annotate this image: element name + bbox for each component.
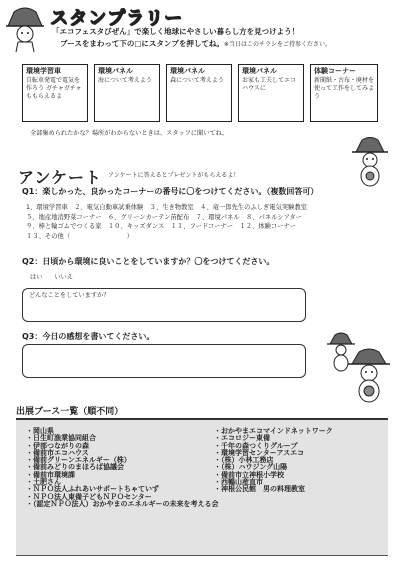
list-item: ・備前みどりのまほろば協議会 <box>26 463 124 472</box>
booths-list <box>16 418 388 556</box>
booths-right-column <box>214 428 333 494</box>
q1-choices <box>26 203 307 241</box>
q1-choice-line: ９、棒と輪ゴムでつくる家 １０、キッズダンス １１、フードコーナー １２、体験コーナー <box>26 223 297 230</box>
q2-prompt: どんなことをしていますか？ <box>29 292 110 299</box>
stamp-rally-instruction: ブースをまわって下の□にスタンプを押してね。※当日はこのチラシをご持参ください。 <box>60 39 331 48</box>
stamp-box-3: 環境パネル 森について考えよう <box>166 64 232 122</box>
mascot-top-left <box>4 6 46 54</box>
booths-left-column <box>26 428 219 508</box>
list-item: ・備前市環境課 <box>26 470 75 479</box>
q1-choice-line: 1、環境学習車 ２、電気自動車試乗体験 ３、生き物教室 ４、竜一郎先生のふしぎ電気実験教室 <box>26 204 308 211</box>
list-item: ・土肥さん <box>26 478 61 487</box>
q1-choice-line: ５、地産地消野菜コーナー ６、グリーンカーテン苗配布 ７、環境パネル ８、パネルシアター <box>26 213 303 221</box>
booths-title: 出展ブース一覧（順不同） <box>16 407 124 417</box>
list-item: ・（株）小林工務店 <box>214 456 274 465</box>
list-item: ・エコロジー東備 <box>214 434 270 443</box>
list-item: ・（株）ハウジング山陽 <box>214 463 288 472</box>
stamp-rally-footer: 全部集められたかな？場所がわからないときは、スタッフに聞いてね。 <box>30 130 228 137</box>
survey-title: アンケート <box>18 168 103 187</box>
stamp-box-4: 環境パネル お家も工夫してエコハウスに <box>238 64 304 122</box>
list-item: ・おかやまエコマインドネットワーク <box>214 427 333 435</box>
stamp-rally-subtitle: 「エコフェスタびぜん」で楽しく地球にやさしい暮らし方を見つけよう！ <box>52 27 300 36</box>
stamp-box-1: 環境学習車 自転車発電で電気を作ろう ガチャガチャももらえるよ <box>22 64 88 122</box>
list-item: ・ＮＰＯ法人東備子どもＮＰＯセンター <box>26 492 152 501</box>
list-item: ・備前市エコハウス <box>26 448 89 457</box>
q3-answer-box[interactable] <box>22 344 306 378</box>
list-item: ・備前市立神根小学校 <box>214 470 284 479</box>
q2-options <box>30 274 73 282</box>
q1-label: Q1：楽しかった、良かったコーナーの番号に〇をつけてください。（複数回答可） <box>22 187 319 196</box>
stamp-rally-title: スタンプラリー <box>50 8 183 29</box>
list-item: ・日生町漁業協同組合 <box>26 434 96 443</box>
mascot-survey <box>350 136 390 188</box>
list-item: ・神根公民館 男の料理教室 <box>214 485 305 494</box>
list-item: ・千年の森つくりグループ <box>214 441 298 450</box>
list-item: ・（認定ＮＰＯ法人）おかやまのエネルギーの未来を考える会 <box>26 499 219 508</box>
q2-no[interactable]: いいえ <box>54 274 73 281</box>
list-item: ・ＮＰＯ法人ふれあいサポートちゃていず <box>26 485 159 494</box>
q3-label: Q3：今日の感想を書いてください。 <box>22 332 155 341</box>
q2-yes[interactable]: はい <box>30 274 43 281</box>
list-item: ・伊部つながりの森 <box>26 441 89 450</box>
survey-note: アンケートに答えるとプレゼントがもらえるよ！ <box>108 172 240 179</box>
list-item: ・備前グリーンエネルギー（株） <box>26 456 131 465</box>
q2-answer-box[interactable] <box>22 288 306 322</box>
list-item: ・西鶴山産直市 <box>214 478 263 487</box>
list-item: ・岡山県 <box>26 427 54 435</box>
q2-label: Q2：日頃から環境に良いことをしていますか？〇をつけてください。 <box>22 257 275 266</box>
stamp-box-2: 環境パネル 海について考えよう <box>94 64 160 122</box>
mascot-bottom-right <box>346 348 392 404</box>
q1-choice-line: １３、その他（ ） <box>26 232 134 240</box>
list-item: ・環境学習センターアスエコ <box>214 448 305 457</box>
stamp-box-5: 体験コーナー 新聞紙・古布・廃材を使って工作をしてみよう <box>310 64 378 122</box>
